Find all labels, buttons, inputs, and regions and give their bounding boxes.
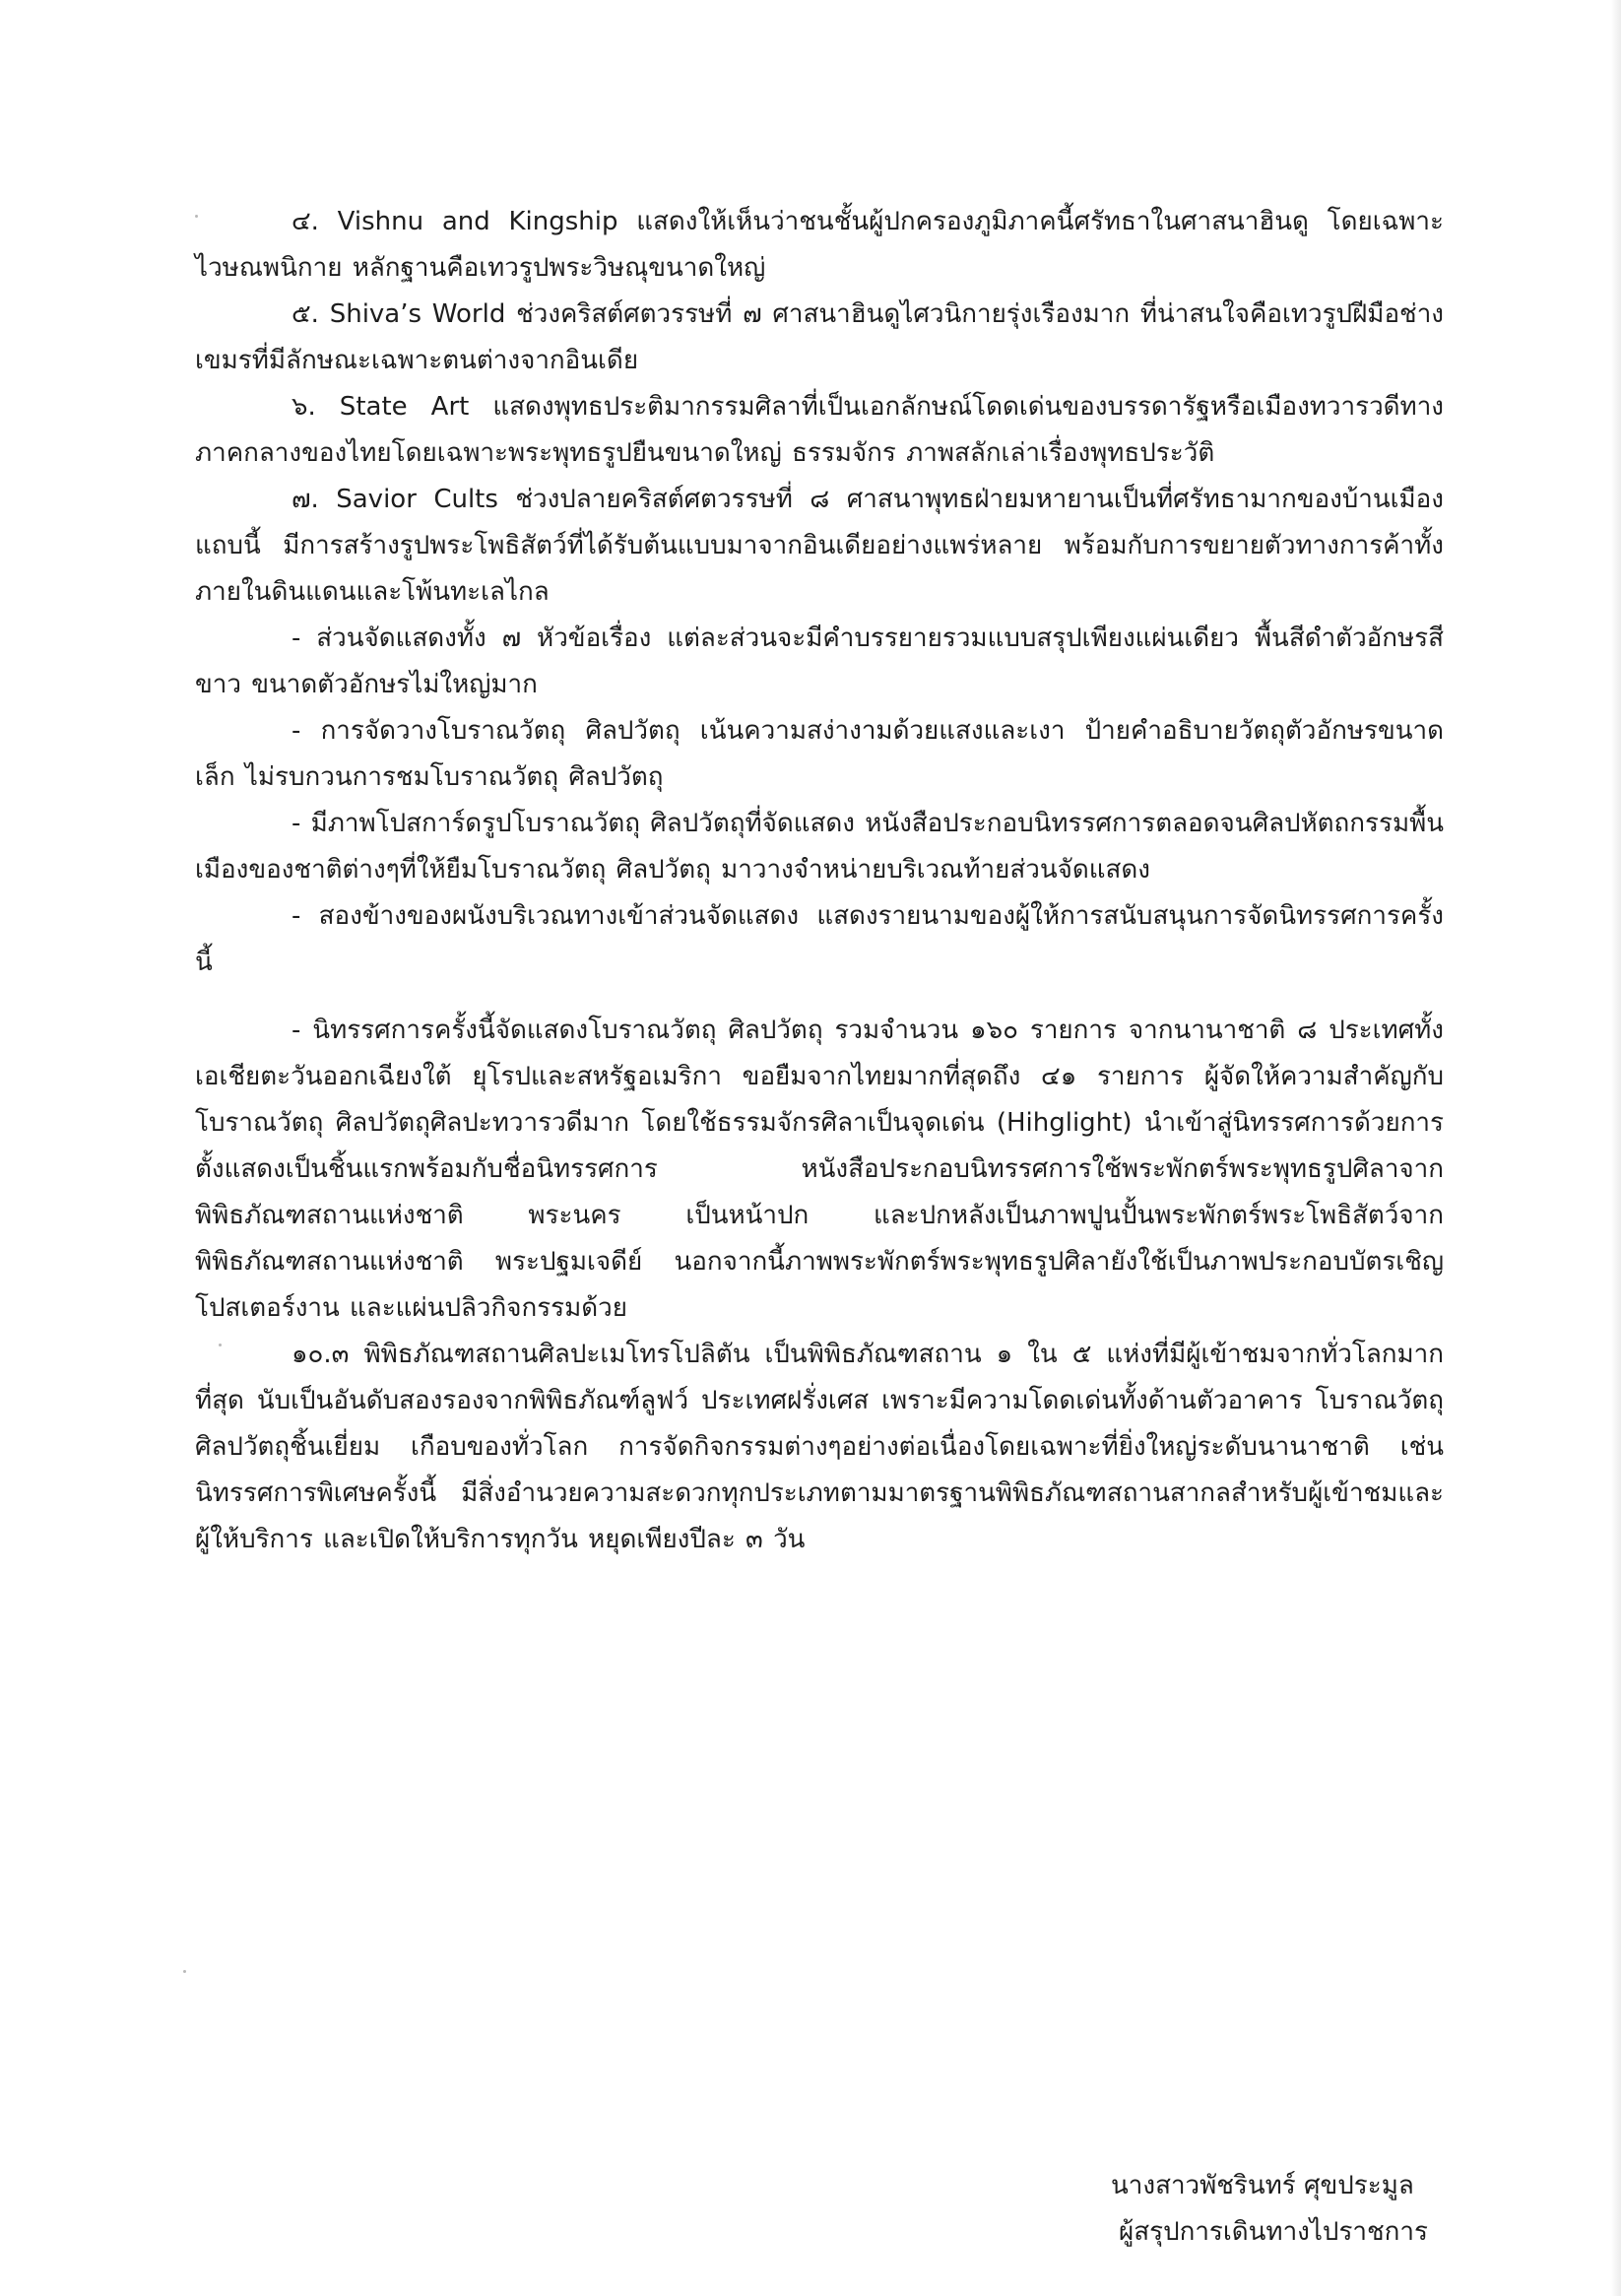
scan-speck xyxy=(219,1344,222,1346)
paragraph-metropolitan-museum: ๑๐.๓ พิพิธภัณฑสถานศิลปะเมโทรโปลิตัน เป็นพิพิธภัณฑสถาน ๑ ใน ๕ แห่งที่มีผู้เข้าชมจากทั่วโลกมากที่สุด นับเป็นอันดับสองรองจากพิพิธภัณฑ์ลูฟว์ ประเทศฝรั่งเศส เพราะมีความโดดเด่นทั้งด้านตัวอาคาร โบราณวัตถุ ศิลปวัตถุชิ้นเยี่ยม เกือบของทั่วโลก การจัดกิจกรรมต่างๆอย่างต่อเนื่องโดยเฉพาะที่ยิ่งใหญ่ระดับนานาชาติ เช่น นิทรรศการพิเศษครั้งนี้ มีสิ่งอำนวยความสะดวกทุกประเภทตามมาตรฐานพิพิธภัณฑสถานสากลสำหรับผู้เข้าชมและผู้ให้บริการ และเปิดให้บริการทุกวัน หยุดเพียงปีละ ๓ วัน xyxy=(195,1340,1444,1554)
scan-speck xyxy=(183,1970,186,1973)
paragraph-bullet-sections: - ส่วนจัดแสดงทั้ง ๗ หัวข้อเรื่อง แต่ละส่วนจะมีคำบรรยายรวมแบบสรุปเพียงแผ่นเดียว พื้นสีดำตัวอักษรสีขาว ขนาดตัวอักษรไม่ใหญ่มาก xyxy=(195,623,1444,699)
paragraph-bullet-sponsors: - สองข้างของผนังบริเวณทางเข้าส่วนจัดแสดง แสดงรายนามของผู้ให้การสนับสนุนการจัดนิทรรศการครั้งนี้ xyxy=(195,901,1444,977)
paragraph-state-art: ๖. State Art แสดงพุทธประติมากรรมศิลาที่เป็นเอกลักษณ์โดดเด่นของบรรดารัฐหรือเมืองทวารวดีทางภาคกลางของไทยโดยเฉพาะพระพุทธรูปยืนขนาดใหญ่ ธรรมจักร ภาพสลักเล่าเรื่องพุทธประวัติ xyxy=(195,392,1444,468)
paragraph-bullet-postcards: - มีภาพโปสการ์ดรูปโบราณวัตถุ ศิลปวัตถุที่จัดแสดง หนังสือประกอบนิทรรศการตลอดจนศิลปหัตถกรรมพื้นเมืองของชาติต่างๆที่ให้ยืมโบราณวัตถุ ศิลปวัตถุ มาวางจำหน่ายบริเวณท้ายส่วนจัดแสดง xyxy=(195,809,1444,885)
scan-edge-shadow xyxy=(1611,0,1621,2296)
paragraph-bullet-arrangement: - การจัดวางโบราณวัตถุ ศิลปวัตถุ เน้นความสง่างามด้วยแสงและเงา ป้ายคำอธิบายวัตถุตัวอักษรขนาดเล็ก ไม่รบกวนการชมโบราณวัตถุ ศิลปวัตถุ xyxy=(195,716,1444,792)
signatory-name: นางสาวพัชรินทร์ ศุขประมูล xyxy=(1111,2171,1414,2200)
scan-speck xyxy=(195,215,198,218)
signatory-title: ผู้สรุปการเดินทางไปราชการ xyxy=(1119,2217,1428,2247)
paragraph-vishnu-kingship: ๔. Vishnu and Kingship แสดงให้เห็นว่าชนชั้นผู้ปกครองภูมิภาคนี้ศรัทธาในศาสนาฮินดู โดยเฉพาะไวษณพนิกาย หลักฐานคือเทวรูปพระวิษณุขนาดใหญ่ xyxy=(195,207,1444,283)
body-text xyxy=(195,199,1444,1563)
paragraph-bullet-exhibition-count: - นิทรรศการครั้งนี้จัดแสดงโบราณวัตถุ ศิลปวัตถุ รวมจำนวน ๑๖๐ รายการ จากนานาชาติ ๘ ประเทศทั้งเอเชียตะวันออกเฉียงใต้ ยุโรปและสหรัฐอเมริกา ขอยืมจากไทยมากที่สุดถึง ๔๑ รายการ ผู้จัดให้ความสำคัญกับโบราณวัตถุ ศิลปวัตถุศิลปะทวารวดีมาก โดยใช้ธรรมจักรศิลาเป็นจุดเด่น (Hihglight) นำเข้าสู่นิทรรศการด้วยการตั้งแสดงเป็นชิ้นแรกพร้อมกับชื่อนิทรรศการ หนังสือประกอบนิทรรศการใช้พระพักตร์พระพุทธรูปศิลาจากพิพิธภัณฑสถานแห่งชาติ พระนคร เป็นหน้าปก และปกหลังเป็นภาพปูนปั้นพระพักตร์พระโพธิสัตว์จากพิพิธภัณฑสถานแห่งชาติ พระปฐมเจดีย์ นอกจากนี้ภาพพระพักตร์พระพุทธรูปศิลายังใช้เป็นภาพประกอบบัตรเชิญ โปสเตอร์งาน และแผ่นปลิวกิจกรรมด้วย xyxy=(195,1016,1444,1323)
paragraph-shivas-world: ๕. Shiva’s World ช่วงคริสต์ศตวรรษที่ ๗ ศาสนาฮินดูไศวนิกายรุ่งเรืองมาก ที่น่าสนใจคือเทวรูปฝีมือช่างเขมรที่มีลักษณะเฉพาะตนต่างจากอินเดีย xyxy=(195,299,1444,375)
paragraph-savior-cults: ๗. Savior Cults ช่วงปลายคริสต์ศตวรรษที่ ๘ ศาสนาพุทธฝ่ายมหายานเป็นที่ศรัทธามากของบ้านเมืองแถบนี้ มีการสร้างรูปพระโพธิสัตว์ที่ได้รับต้นแบบมาจากอินเดียอย่างแพร่หลาย พร้อมกับการขยายตัวทางการค้าทั้งภายในดินแดนและโพ้นทะเลไกล xyxy=(195,485,1444,607)
